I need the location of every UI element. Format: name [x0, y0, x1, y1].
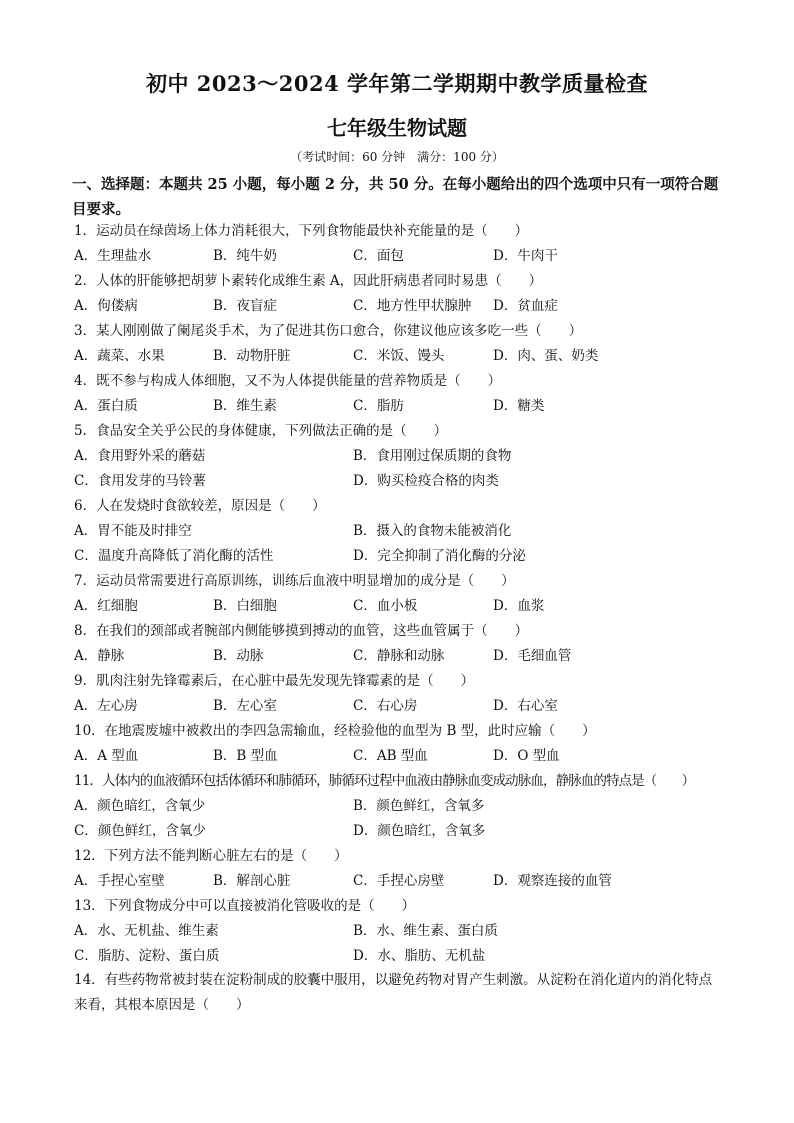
option-c: C．地方性甲状腺肿: [353, 298, 472, 314]
question-stem: 1．运动员在绿茵场上体力消耗很大，下列食物能最快补充能量的是（ ）: [74, 223, 529, 239]
option-c: C．温度升高降低了消化酶的活性: [74, 548, 274, 564]
option-b: B．夜盲症: [213, 298, 277, 314]
option-b: B．白细胞: [213, 598, 277, 614]
option-c: C．AB 型血: [353, 748, 428, 764]
option-a: A．手捏心室壁: [74, 873, 165, 889]
option-b: B．水、维生素、蛋白质: [353, 923, 498, 939]
question-stem: 12．下列方法不能判断心脏左右的是（ ）: [74, 848, 348, 864]
option-b: B．食用刚过保质期的食物: [353, 448, 512, 464]
exam-subtitle: 七年级生物试题: [327, 116, 467, 140]
option-c: C．静脉和动脉: [353, 648, 445, 664]
option-d: D．购买检疫合格的肉类: [353, 473, 499, 489]
question-stem: 3．某人刚刚做了阑尾炎手术，为了促进其伤口愈合，你建议他应该多吃一些（ ）: [74, 323, 583, 339]
option-c: C．米饭、馒头: [353, 348, 445, 364]
option-a: A．红细胞: [74, 598, 138, 614]
option-a: A．生理盐水: [74, 248, 152, 264]
option-d: D．贫血症: [493, 298, 558, 314]
option-c: C．食用发芽的马铃薯: [74, 473, 206, 489]
option-c: C．手捏心房壁: [353, 873, 445, 889]
option-b: B．解剖心脏: [213, 873, 291, 889]
exam-info: （考试时间：60 分钟 满分：100 分）: [290, 150, 504, 164]
option-a: A．食用野外采的蘑菇: [74, 448, 206, 464]
option-d: D．水、脂肪、无机盐: [353, 948, 486, 964]
question-stem: 14．有些药物常被封装在淀粉制成的胶囊中服用，以避免药物对胃产生刺激。从淀粉在消化道内的消化特点来看，其根本原因是（ ）: [74, 972, 713, 1013]
option-b: B．维生素: [213, 398, 277, 414]
option-a: A．佝偻病: [74, 298, 138, 314]
exam-title: 初中 2023～2024 学年第二学期期中教学质量检查: [145, 71, 648, 96]
option-d: D．毛细血管: [493, 648, 572, 664]
option-d: D．牛肉干: [493, 248, 558, 264]
option-b: B．左心室: [213, 698, 277, 714]
option-b: B．颜色鲜红，含氧多: [353, 798, 485, 814]
question-stem: 7．运动员常需要进行高原训练，训练后血液中明显增加的成分是（ ）: [74, 573, 515, 589]
question-stem: 9．肌肉注射先锋霉素后，在心脏中最先发现先锋霉素的是（ ）: [74, 673, 475, 689]
option-d: D．观察连接的血管: [493, 873, 612, 889]
option-b: B．动脉: [213, 648, 264, 664]
section-heading: 一、选择题：本题共 25 小题，每小题 2 分，共 50 分。在每小题给出的四个选项中只有一项符合题目要求。: [72, 176, 719, 218]
option-c: C．右心房: [353, 698, 418, 714]
question-stem: 10．在地震废墟中被救出的李四急需输血，经检验他的血型为 B 型，此时应输（ ）: [74, 723, 596, 739]
option-b: B．B 型血: [213, 748, 278, 764]
option-d: D．完全抑制了消化酶的分泌: [353, 548, 526, 564]
option-a: A．静脉: [74, 648, 125, 664]
option-d: D．糖类: [493, 398, 545, 414]
option-c: C．血小板: [353, 598, 418, 614]
option-c: C．面包: [353, 248, 404, 264]
option-d: D．肉、蛋、奶类: [493, 348, 599, 364]
option-a: A．胃不能及时排空: [74, 523, 192, 539]
option-c: C．脂肪、淀粉、蛋白质: [74, 948, 220, 964]
option-a: A．水、无机盐、维生素: [74, 923, 219, 939]
question-stem: 6．人在发烧时食欲较差，原因是（ ）: [74, 498, 326, 514]
option-a: A．蔬菜、水果: [74, 348, 165, 364]
question-stem: 11．人体内的血液循环包括体循环和肺循环，肺循环过程中血液由静脉血变成动脉血，静脉血的特点是（ ）: [74, 773, 695, 789]
question-stem: 4．既不参与构成人体细胞，又不为人体提供能量的营养物质是（ ）: [74, 373, 502, 389]
option-d: D．右心室: [493, 698, 558, 714]
option-c: C．脂肪: [353, 398, 404, 414]
option-b: B．纯牛奶: [213, 248, 277, 264]
option-b: B．摄入的食物未能被消化: [353, 523, 512, 539]
option-d: D．O 型血: [493, 748, 560, 764]
option-a: A．蛋白质: [74, 398, 138, 414]
question-stem: 2．人体的肝能够把胡萝卜素转化成维生素 A，因此肝病患者同时易患（ ）: [74, 273, 543, 289]
question-stem: 8．在我们的颈部或者腕部内侧能够摸到搏动的血管，这些血管属于（ ）: [74, 623, 529, 639]
option-b: B．动物肝脏: [213, 348, 291, 364]
question-stem: 13．下列食物成分中可以直接被消化管吸收的是（ ）: [74, 898, 416, 914]
question-stem: 5．食品安全关乎公民的身体健康，下列做法正确的是（ ）: [74, 423, 448, 439]
option-c: C．颜色鲜红，含氧少: [74, 823, 206, 839]
option-a: A．颜色暗红，含氧少: [74, 798, 206, 814]
option-d: D．血浆: [493, 598, 545, 614]
option-a: A．A 型血: [74, 748, 139, 764]
option-a: A．左心房: [74, 698, 138, 714]
option-d: D．颜色暗红，含氧多: [353, 823, 486, 839]
